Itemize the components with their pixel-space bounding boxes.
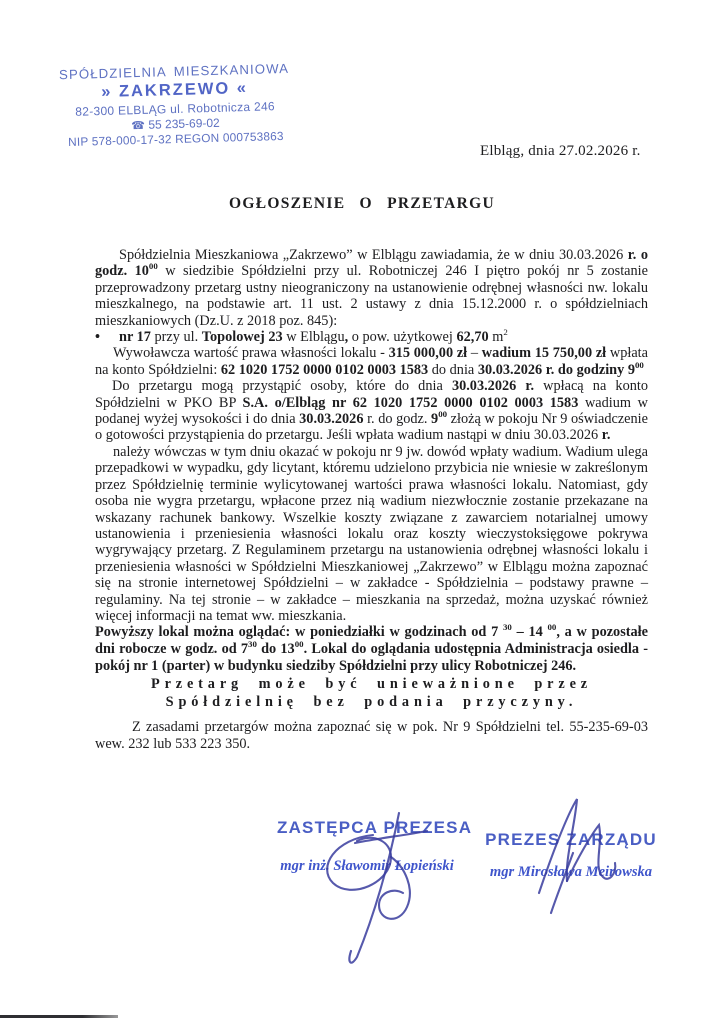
cancellation-note: Przetarg może być unieważnione przez Spółdzielnię bez podania przyczyny. (150, 676, 593, 710)
lot-details-paragraph: Wywoławcza wartość prawa własności lokalu - 315 000,00 zł – wadium 15 750,00 zł wpłata na konto Spółdzielni: 62 1020 1752 0000 0102 0003 1583 do dnia 30.03.2026 r. do godziny $9^{00}$ (95, 345, 648, 378)
stamp-brand-name: » ZAKRZEWO « (100, 79, 249, 102)
dateline: Elbląg, dnia 27.02.2026 r. (480, 143, 641, 159)
document-title: OGŁOSZENIE O PRZETARGU (229, 195, 495, 212)
document-body (95, 247, 648, 752)
signature-name-right: mgr Mirosława Meirowska (489, 864, 653, 880)
stamp-org-name: SPÓŁDZIELNIA MIESZKANIOWA (58, 60, 290, 83)
viewing-paragraph: Powyższy lokal można oglądać: w poniedziałki w godzinach od 7 $^{30}$ – 14 $^{00}$, a w pozostałe dni robocze w godz. od $7^{30}$ do $13^{00}$. Lokal do oglądania udostępnia Administracja osiedla - pokój nr 1 (parter) w budynku siedziby Spółdzielni przy ulicy Robotniczej 246. (95, 622, 649, 674)
signature-block-president (475, 830, 667, 881)
stamp-nip-regon: NIP 578-000-17-32 REGON 000753863 (67, 128, 284, 149)
signature-block-vice-president (277, 818, 473, 875)
conditions-paragraph: Do przetargu mogą przystąpić osoby, które do dnia 30.03.2026 r. wpłacą na konto Spółdzielni w PKO BP S.A. o/Elbląg nr 62 1020 1752 0000 0102 0003 1583 wadium w podanej wyżej wysokości i do dnia 30.03.2026 r. do godz. $9^{00}$ złożą w pokoju Nr 9 oświadczenie o gotowości przystąpienia do przetargu. Jeśli wpłata wadium nastąpi w dniu 30.03.2026 r. (95, 378, 648, 444)
stamp-address: 82-300 ELBLĄG ul. Robotnicza 246 (75, 99, 276, 119)
lot-bullet-line (95, 329, 648, 345)
intro-paragraph: Spółdzielnia Mieszkaniowa „Zakrzewo” w Elblągu zawiadamia, że w dniu 30.03.2026 r. o godz. $10^{00}$ w siedzibie Spółdzielni przy ul. Robotniczej 246 I piętro pokój nr 5 zostanie przeprowadzony przetarg ustny nieograniczony na ustanowienie odrębnej własności nw. lokalu mieszkalnego, na podstawie art. 11 ust. 2 ustawy z dnia 15.12.2000 r. o spółdzielniach mieszkaniowych (Dz.U. z 2018 poz. 845): (95, 247, 648, 329)
bullet-icon: • (95, 329, 101, 346)
scan-edge-artifact (0, 1015, 118, 1018)
phone-icon: ☎ (131, 118, 146, 133)
terms-paragraph: należy wówczas w tym dniu okazać w pokoju nr 9 jw. dowód wpłaty wadium. Wadium ulega przepadkowi w wypadku, gdy licytant, któremu udzielono przybicia nie wniesie w zakreślonym przez Spółdzielnię terminie wylicytowanej wartości prawa własności lokalu. Natomiast, gdy osoba nie wygra przetargu, wpłacone przez nią wadium niezwłocznie zostanie przekazane na wskazany rachunek bankowy. Wszelkie koszty związane z zawarciem notarialnej umowy ustanowienia i przeniesienia własności lokalu oraz koszty wieczystoksięgowe pokrywa wygrywający przetarg. Z Regulaminem przetargu na ustanowienia odrębnej własności lokalu i przeniesienia własności w Spółdzielni Mieszkaniowej „Zakrzewo” w Elblągu można zapoznać się na stronie internetowej Spółdzielni – w zakładce - Spółdzielnia – podstawy prawne – regulaminy. Na tej stronie – w zakładce – mieszkania na sprzedaż, można uzyskać również więcej informacji na temat ww. mieszkania. (95, 443, 648, 624)
signature-title-left: ZASTĘPCA PREZESA (277, 818, 473, 837)
signature-name-left: mgr inż. Sławomir Łopieński (280, 858, 454, 874)
contact-paragraph: Z zasadami przetargów można zapoznać się w pok. Nr 9 Spółdzielni tel. 55-235-69-03 wew. 232 lub 533 223 350. (95, 719, 648, 752)
signature-title-right: PREZES ZARZĄDU (485, 830, 657, 849)
lot-headline: nr 17 przy ul. Topolowej 23 w Elblągu, o pow. użytkowej 62,70 $m^2$ (119, 327, 508, 346)
company-stamp (55, 61, 295, 150)
stamp-phone-number: 55 235-69-02 (148, 115, 220, 132)
